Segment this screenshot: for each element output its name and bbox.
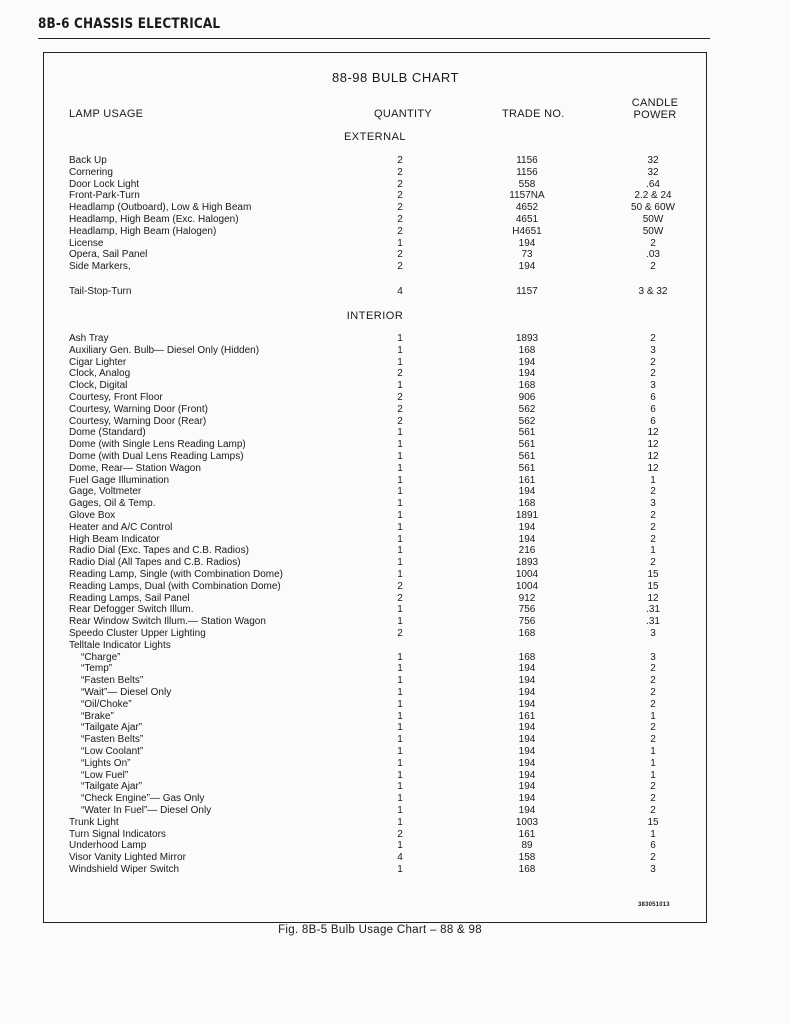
quantity-cell: 1	[397, 380, 403, 392]
table-row	[0, 249, 791, 261]
table-row	[0, 357, 791, 369]
trade-no-cell: 194	[518, 237, 536, 249]
trade-no-cell: 168	[518, 498, 536, 510]
quantity-cell: 1	[397, 805, 403, 816]
table-row	[0, 439, 791, 451]
candle-power-cell: 12	[647, 462, 659, 474]
candle-power-cell: 2	[650, 510, 656, 521]
trade-no-cell: 168	[518, 864, 536, 875]
trade-no-cell: 194	[518, 734, 536, 746]
candle-power-cell: 3 & 32	[638, 286, 668, 297]
table-row	[0, 545, 791, 557]
lamp-usage-cell: “Oil/Choke”	[81, 698, 132, 710]
lamp-usage-cell: Underhood Lamp	[69, 840, 147, 852]
table-row	[0, 155, 791, 167]
trade-no-cell: 194	[518, 486, 536, 498]
candle-power-cell: 2	[650, 852, 656, 864]
table-row	[0, 510, 791, 522]
table-row	[0, 699, 791, 711]
lamp-usage-cell: Radio Dial (All Tapes and C.B. Radios)	[69, 557, 241, 569]
trade-no-cell: 168	[518, 380, 536, 392]
lamp-usage-cell: Headlamp, High Beam (Halogen)	[69, 225, 217, 237]
lamp-usage-cell: Tail-Stop-Turn	[69, 286, 132, 297]
trade-no-cell: 161	[518, 474, 536, 486]
candle-power-cell: 3	[650, 344, 656, 356]
table-row	[0, 628, 791, 640]
table-row	[0, 179, 791, 191]
lamp-usage-cell: Headlamp (Outboard), Low & High Beam	[69, 202, 252, 214]
table-row	[0, 746, 791, 758]
table-row	[0, 534, 791, 546]
trade-no-cell: 194	[518, 675, 536, 687]
table-row	[0, 581, 791, 593]
lamp-usage-cell: Fuel Gage Illumination	[69, 474, 170, 486]
quantity-cell: 1	[397, 545, 403, 557]
quantity-cell: 2	[397, 261, 403, 273]
table-row	[0, 226, 791, 238]
quantity-cell: 2	[397, 214, 403, 225]
table-row	[0, 793, 791, 805]
candle-power-cell: 15	[647, 580, 659, 592]
candle-power-cell: .31	[646, 604, 660, 616]
quantity-cell: 1	[397, 663, 403, 675]
trade-no-cell: 194	[518, 746, 536, 757]
table-row	[0, 569, 791, 581]
quantity-cell: 1	[397, 557, 403, 569]
candle-power-cell: 12	[647, 439, 659, 451]
quantity-cell: 2	[397, 225, 403, 237]
trade-no-cell: 194	[518, 805, 536, 816]
trade-no-cell: 194	[518, 722, 536, 734]
figure-code: 383051013	[638, 902, 670, 908]
table-row	[0, 829, 791, 841]
quantity-cell: 1	[397, 698, 403, 710]
column-header-trade-no: TRADE NO.	[502, 108, 565, 120]
lamp-usage-cell: Dome, Rear— Station Wagon	[69, 462, 201, 474]
candle-power-cell: 50W	[642, 225, 664, 237]
quantity-cell: 1	[397, 675, 403, 687]
column-header-quantity: QUANTITY	[374, 108, 433, 120]
quantity-cell: 2	[397, 828, 403, 840]
quantity-cell: 2	[397, 249, 403, 261]
trade-no-cell: 161	[518, 710, 536, 722]
table-row	[0, 593, 791, 605]
candle-power-cell: 2	[650, 486, 656, 498]
lamp-usage-cell: Glove Box	[69, 510, 116, 521]
candle-power-cell: 6	[650, 392, 656, 403]
quantity-cell: 1	[397, 757, 403, 769]
lamp-usage-cell: Visor Vanity Lighted Mirror	[69, 852, 186, 864]
candle-power-cell: 1	[650, 757, 656, 769]
lamp-usage-cell: Headlamp, High Beam (Exc. Halogen)	[69, 214, 239, 225]
lamp-usage-cell: Ash Tray	[69, 333, 109, 344]
quantity-cell: 1	[397, 781, 403, 793]
table-row	[0, 427, 791, 439]
candle-power-cell: 12	[647, 592, 659, 604]
table-row	[0, 675, 791, 687]
lamp-usage-cell: Courtesy, Warning Door (Front)	[69, 403, 208, 415]
trade-no-cell: 756	[518, 616, 536, 628]
section-external: EXTERNAL	[343, 131, 407, 143]
trade-no-cell: 1156	[516, 155, 538, 166]
candle-power-cell: .03	[646, 249, 660, 261]
candle-power-cell: 2	[650, 356, 656, 368]
table-row	[0, 167, 791, 179]
trade-no-cell: 194	[518, 781, 536, 793]
trade-no-cell: 1893	[515, 333, 539, 344]
trade-no-cell: 558	[518, 178, 536, 190]
table-row	[0, 214, 791, 226]
quantity-cell: 1	[397, 769, 403, 781]
trade-no-cell: 194	[518, 663, 536, 675]
trade-no-cell: 216	[518, 545, 536, 557]
trade-no-cell: 561	[518, 462, 536, 474]
trade-no-cell: 561	[518, 451, 536, 462]
trade-no-cell: 1891	[515, 510, 539, 521]
quantity-cell: 4	[397, 852, 403, 864]
table-row	[0, 451, 791, 463]
lamp-usage-cell: High Beam Indicator	[69, 533, 160, 545]
table-row	[0, 345, 791, 357]
table-row	[0, 687, 791, 699]
lamp-usage-cell: Turn Signal Indicators	[69, 828, 166, 840]
candle-power-cell: 1	[650, 828, 656, 840]
header-rule	[38, 38, 710, 39]
trade-no-cell: 194	[518, 356, 536, 368]
quantity-cell: 2	[397, 178, 403, 190]
lamp-usage-cell: “Wait”— Diesel Only	[81, 687, 172, 698]
trade-no-cell: 161	[518, 828, 536, 840]
lamp-usage-cell: Opera, Sail Panel	[69, 249, 148, 261]
quantity-cell: 1	[397, 521, 403, 533]
quantity-cell: 1	[397, 498, 403, 510]
quantity-cell: 1	[397, 864, 403, 875]
lamp-usage-cell: Courtesy, Warning Door (Rear)	[69, 415, 207, 427]
trade-no-cell: 168	[518, 628, 536, 639]
lamp-usage-cell: Back Up	[69, 155, 107, 166]
table-row	[0, 852, 791, 864]
table-row	[0, 238, 791, 250]
lamp-usage-cell: Clock, Digital	[69, 380, 128, 392]
lamp-usage-cell: “Low Coolant”	[81, 746, 144, 757]
lamp-usage-cell: Reading Lamp, Single (with Combination Dome)	[69, 569, 283, 580]
candle-power-cell: 6	[650, 415, 656, 427]
candle-power-cell: 2	[650, 663, 656, 675]
quantity-cell: 1	[397, 734, 403, 746]
table-row	[0, 640, 791, 652]
quantity-cell: 1	[397, 793, 403, 805]
lamp-usage-cell: “Low Fuel”	[81, 769, 129, 781]
candle-power-cell: 3	[650, 651, 656, 663]
quantity-cell: 1	[397, 710, 403, 722]
trade-no-cell: 194	[518, 793, 536, 805]
candle-power-cell: 15	[647, 569, 659, 580]
table-row	[0, 463, 791, 475]
quantity-cell: 1	[397, 651, 403, 663]
lamp-usage-cell: Radio Dial (Exc. Tapes and C.B. Radios)	[69, 545, 249, 557]
candle-power-cell: 2	[650, 793, 656, 805]
table-row	[0, 770, 791, 782]
lamp-usage-cell: License	[69, 237, 104, 249]
lamp-usage-cell: Clock, Analog	[69, 368, 131, 380]
trade-no-cell: 194	[518, 521, 536, 533]
quantity-cell: 1	[397, 474, 403, 486]
quantity-cell: 1	[397, 604, 403, 616]
candle-power-cell: 6	[650, 840, 656, 852]
quantity-cell: 1	[397, 451, 403, 462]
lamp-usage-cell: Cigar Lighter	[69, 356, 127, 368]
trade-no-cell: 561	[518, 427, 536, 439]
lamp-usage-cell: “Lights On”	[81, 757, 131, 769]
table-row	[0, 817, 791, 829]
trade-no-cell: 1003	[515, 816, 539, 828]
candle-power-cell: 1	[650, 474, 656, 486]
quantity-cell: 1	[397, 486, 403, 498]
lamp-usage-cell: “Water In Fuel”— Diesel Only	[81, 805, 212, 816]
figure-caption: Fig. 8B-5 Bulb Usage Chart – 88 & 98	[278, 924, 482, 936]
table-row	[0, 368, 791, 380]
table-row	[0, 404, 791, 416]
candle-power-cell: 1	[650, 545, 656, 557]
lamp-usage-cell: Gages, Oil & Temp.	[69, 498, 156, 510]
table-row	[0, 261, 791, 273]
candle-power-cell: 32	[647, 166, 659, 178]
lamp-usage-cell: Dome (with Dual Lens Reading Lamps)	[69, 451, 244, 462]
candle-power-cell: 50 & 60W	[631, 202, 675, 214]
lamp-usage-cell: Heater and A/C Control	[69, 521, 173, 533]
trade-no-cell: 194	[518, 533, 536, 545]
candle-power-cell: 2	[650, 533, 656, 545]
quantity-cell: 1	[397, 722, 403, 734]
lamp-usage-cell: “Temp”	[81, 663, 113, 675]
trade-no-cell: 1004	[515, 569, 539, 580]
lamp-usage-cell: Reading Lamps, Dual (with Combination Dome)	[69, 580, 281, 592]
quantity-cell: 1	[397, 840, 403, 852]
table-row	[0, 380, 791, 392]
table-row	[0, 486, 791, 498]
quantity-cell: 2	[397, 155, 403, 166]
candle-power-cell: 12	[647, 427, 659, 439]
lamp-usage-cell: “Fasten Belts”	[81, 675, 144, 687]
table-row	[0, 333, 791, 345]
quantity-cell: 1	[397, 533, 403, 545]
table-row	[0, 864, 791, 876]
lamp-usage-cell: “Charge”	[81, 651, 121, 663]
table-row	[0, 711, 791, 723]
quantity-cell: 1	[397, 462, 403, 474]
quantity-cell: 1	[397, 816, 403, 828]
lamp-usage-cell: Side Markers,	[69, 261, 131, 273]
quantity-cell: 2	[397, 368, 403, 380]
candle-power-cell: 3	[650, 628, 656, 639]
trade-no-cell: 158	[518, 852, 536, 864]
quantity-cell: 2	[397, 403, 403, 415]
candle-power-cell: 15	[647, 816, 659, 828]
chart-title: 88-98 BULB CHART	[332, 70, 459, 85]
page-header: 8B-6 CHASSIS ELECTRICAL	[38, 16, 221, 32]
trade-no-cell: 168	[518, 651, 536, 663]
candle-power-cell: 32	[647, 155, 659, 166]
candle-power-cell: 3	[650, 380, 656, 392]
candle-power-cell: 2	[650, 261, 656, 273]
table-row	[0, 190, 791, 202]
trade-no-cell: 73	[521, 249, 533, 261]
trade-no-cell: 1157NA	[509, 190, 545, 202]
trade-no-cell: 1893	[515, 557, 539, 569]
quantity-cell: 1	[397, 344, 403, 356]
quantity-cell: 1	[397, 333, 403, 344]
lamp-usage-cell: “Tailgate Ajar”	[81, 722, 143, 734]
lamp-usage-cell: Courtesy, Front Floor	[69, 392, 163, 403]
quantity-cell: 2	[397, 580, 403, 592]
trade-no-cell: 194	[518, 368, 536, 380]
lamp-usage-cell: Rear Defogger Switch Illum.	[69, 604, 194, 616]
section-interior: INTERIOR	[346, 310, 404, 322]
candle-power-cell: 2	[650, 805, 656, 816]
candle-power-cell: .64	[646, 178, 660, 190]
trade-no-cell: H4651	[512, 225, 542, 237]
candle-power-cell: 2	[650, 333, 656, 344]
candle-power-cell: 2	[650, 521, 656, 533]
candle-power-cell: 2	[650, 675, 656, 687]
trade-no-cell: 562	[518, 403, 536, 415]
table-row	[0, 392, 791, 404]
lamp-usage-cell: “Fasten Belts”	[81, 734, 144, 746]
candle-power-cell: 2.2 & 24	[634, 190, 672, 202]
lamp-usage-cell: “Check Engine”— Gas Only	[81, 793, 205, 805]
trade-no-cell: 168	[518, 344, 536, 356]
quantity-cell: 1	[397, 439, 403, 451]
lamp-usage-cell: Trunk Light	[69, 816, 119, 828]
quantity-cell: 1	[397, 746, 403, 757]
lamp-usage-cell: Telltale Indicator Lights	[69, 639, 171, 651]
candle-power-cell: 50W	[642, 214, 664, 225]
table-row	[0, 652, 791, 664]
trade-no-cell: 1156	[516, 166, 538, 178]
column-header-power: POWER	[633, 109, 677, 121]
candle-power-cell: 2	[650, 237, 656, 249]
quantity-cell: 2	[397, 392, 403, 403]
trade-no-cell: 194	[518, 261, 536, 273]
column-header-candle: CANDLE	[631, 97, 679, 109]
quantity-cell: 1	[397, 510, 403, 521]
trade-no-cell: 561	[518, 439, 536, 451]
quantity-cell: 1	[397, 356, 403, 368]
trade-no-cell: 194	[518, 757, 536, 769]
candle-power-cell: 12	[647, 451, 659, 462]
table-row	[0, 722, 791, 734]
quantity-cell: 1	[397, 616, 403, 628]
trade-no-cell: 562	[518, 415, 536, 427]
quantity-cell: 1	[397, 427, 403, 439]
candle-power-cell: 2	[650, 781, 656, 793]
candle-power-cell: 2	[650, 557, 656, 569]
lamp-usage-cell: “Tailgate Ajar”	[81, 781, 143, 793]
trade-no-cell: 912	[518, 592, 536, 604]
lamp-usage-cell: Door Lock Light	[69, 178, 140, 190]
table-row	[0, 840, 791, 852]
trade-no-cell: 906	[518, 392, 536, 403]
quantity-cell: 2	[397, 628, 403, 639]
quantity-cell: 2	[397, 190, 403, 202]
quantity-cell: 2	[397, 415, 403, 427]
lamp-usage-cell: Dome (Standard)	[69, 427, 146, 439]
quantity-cell: 4	[397, 286, 403, 297]
candle-power-cell: .31	[646, 616, 660, 628]
lamp-usage-cell: Speedo Cluster Upper Lighting	[69, 628, 206, 639]
table-row	[0, 663, 791, 675]
candle-power-cell: 6	[650, 403, 656, 415]
candle-power-cell: 2	[650, 698, 656, 710]
lamp-usage-cell: Gage, Voltmeter	[69, 486, 142, 498]
table-row	[0, 498, 791, 510]
quantity-cell: 2	[397, 202, 403, 214]
candle-power-cell: 2	[650, 722, 656, 734]
quantity-cell: 2	[397, 166, 403, 178]
lamp-usage-cell: Windshield Wiper Switch	[69, 864, 180, 875]
table-row	[0, 758, 791, 770]
trade-no-cell: 4651	[515, 214, 539, 225]
trade-no-cell: 1157	[516, 286, 538, 297]
lamp-usage-cell: Dome (with Single Lens Reading Lamp)	[69, 439, 246, 451]
lamp-usage-cell: Reading Lamps, Sail Panel	[69, 592, 190, 604]
trade-no-cell: 194	[518, 769, 536, 781]
table-row	[0, 286, 791, 298]
table-row	[0, 616, 791, 628]
candle-power-cell: 3	[650, 864, 656, 875]
lamp-usage-cell: “Brake”	[81, 710, 114, 722]
candle-power-cell: 2	[650, 734, 656, 746]
table-row	[0, 557, 791, 569]
quantity-cell: 1	[397, 687, 403, 698]
quantity-cell: 1	[397, 569, 403, 580]
trade-no-cell: 1004	[515, 580, 539, 592]
column-header-lamp-usage: LAMP USAGE	[69, 108, 144, 120]
quantity-cell: 1	[397, 237, 403, 249]
lamp-usage-cell: Cornering	[69, 166, 113, 178]
table-row	[0, 202, 791, 214]
table-row	[0, 805, 791, 817]
lamp-usage-cell: Auxiliary Gen. Bulb— Diesel Only (Hidden)	[69, 344, 260, 356]
trade-no-cell: 194	[518, 698, 536, 710]
table-row	[0, 475, 791, 487]
trade-no-cell: 194	[518, 687, 536, 698]
lamp-usage-cell: Rear Window Switch Illum.— Station Wagon	[69, 616, 266, 628]
trade-no-cell: 4652	[515, 202, 539, 214]
candle-power-cell: 1	[650, 769, 656, 781]
table-row	[0, 781, 791, 793]
candle-power-cell: 3	[650, 498, 656, 510]
table-row	[0, 416, 791, 428]
candle-power-cell: 2	[650, 687, 656, 698]
candle-power-cell: 1	[650, 746, 656, 757]
lamp-usage-cell: Front-Park-Turn	[69, 190, 140, 202]
candle-power-cell: 1	[650, 710, 656, 722]
table-row	[0, 522, 791, 534]
table-row	[0, 734, 791, 746]
candle-power-cell: 2	[650, 368, 656, 380]
trade-no-cell: 756	[518, 604, 536, 616]
trade-no-cell: 89	[521, 840, 533, 852]
table-row	[0, 604, 791, 616]
quantity-cell: 2	[397, 592, 403, 604]
